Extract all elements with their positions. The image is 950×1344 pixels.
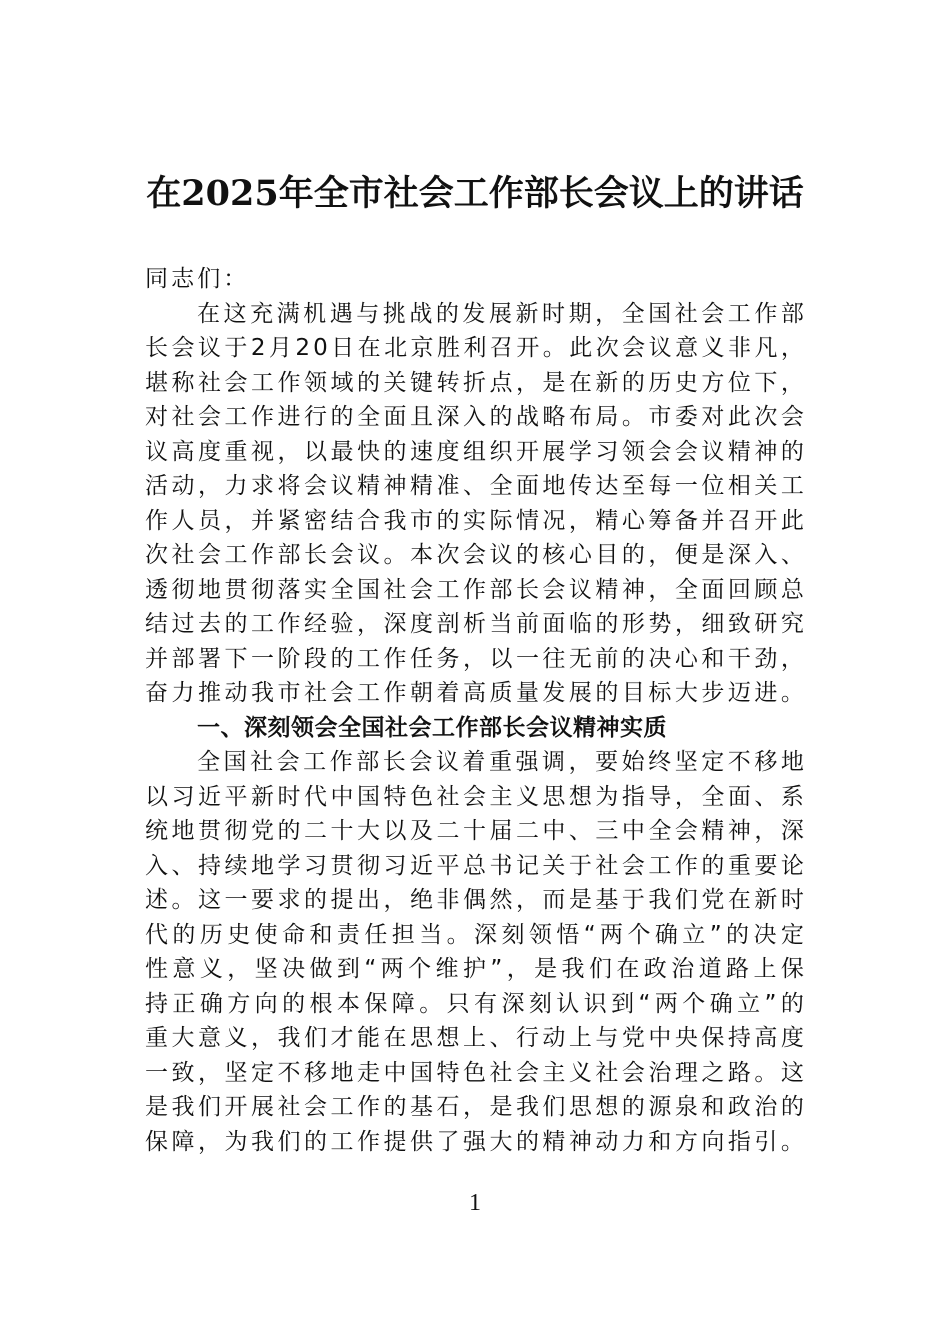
paragraph-line: 次社会工作部长会议。本次会议的核心目的，便是深入、 (145, 542, 807, 568)
paragraph-line: 以习近平新时代中国特色社会主义思想为指导，全面、系 (145, 783, 807, 810)
page-number: 1 (469, 1190, 481, 1216)
paragraph-line: 堪称社会工作领域的关键转折点，是在新的历史方位下， (145, 369, 807, 396)
paragraph-line: 议高度重视，以最快的速度组织开展学习领会会议精神的 (145, 438, 807, 465)
paragraph-line: 述。这一要求的提出，绝非偶然，而是基于我们党在新时 (145, 887, 807, 913)
paragraph-line: 一致，坚定不移地走中国特色社会主义社会治理之路。这 (145, 1059, 807, 1086)
paragraph-line: 长会议于2月20日在北京胜利召开。此次会议意义非凡， (145, 335, 807, 361)
section-heading: 一、深刻领会全国社会工作部长会议精神实质 (197, 714, 667, 741)
paragraph-line: 并部署下一阶段的工作任务，以一往无前的决心和干劲， (145, 645, 807, 672)
document-body (145, 262, 807, 1159)
document-title: 在2025年全市社会工作部长会议上的讲话 (146, 173, 804, 214)
salutation: 同志们： (145, 266, 250, 292)
paragraph-line: 性意义，坚决做到“两个维护”，是我们在政治道路上保 (145, 956, 807, 982)
paragraph-line: 是我们开展社会工作的基石，是我们思想的源泉和政治的 (145, 1094, 807, 1120)
paragraph-1 (145, 297, 807, 711)
paragraph-line: 保障，为我们的工作提供了强大的精神动力和方向指引。 (145, 1128, 807, 1155)
paragraph-2 (145, 745, 807, 1159)
paragraph-line: 奋力推动我市社会工作朝着高质量发展的目标大步迈进。 (145, 680, 807, 706)
paragraph-line: 代的历史使命和责任担当。深刻领悟“两个确立”的决定 (145, 921, 807, 948)
paragraph-line: 统地贯彻党的二十大以及二十届二中、三中全会精神，深 (145, 818, 807, 844)
paragraph-line: 结过去的工作经验，深度剖析当前面临的形势，细致研究 (145, 611, 807, 637)
paragraph-line: 重大意义，我们才能在思想上、行动上与党中央保持高度 (145, 1025, 807, 1051)
paragraph-line: 持正确方向的根本保障。只有深刻认识到“两个确立”的 (145, 990, 807, 1017)
paragraph-line: 全国社会工作部长会议着重强调，要始终坚定不移地 (197, 749, 807, 775)
paragraph-line: 透彻地贯彻落实全国社会工作部长会议精神，全面回顾总 (145, 576, 807, 603)
paragraph-line: 活动，力求将会议精神精准、全面地传达至每一位相关工 (145, 473, 807, 499)
paragraph-line: 作人员，并紧密结合我市的实际情况，精心筹备并召开此 (145, 507, 807, 534)
paragraph-line: 对社会工作进行的全面且深入的战略布局。市委对此次会 (145, 404, 807, 430)
paragraph-line: 入、持续地学习贯彻习近平总书记关于社会工作的重要论 (145, 852, 807, 879)
paragraph-line: 在这充满机遇与挑战的发展新时期，全国社会工作部 (197, 300, 807, 327)
